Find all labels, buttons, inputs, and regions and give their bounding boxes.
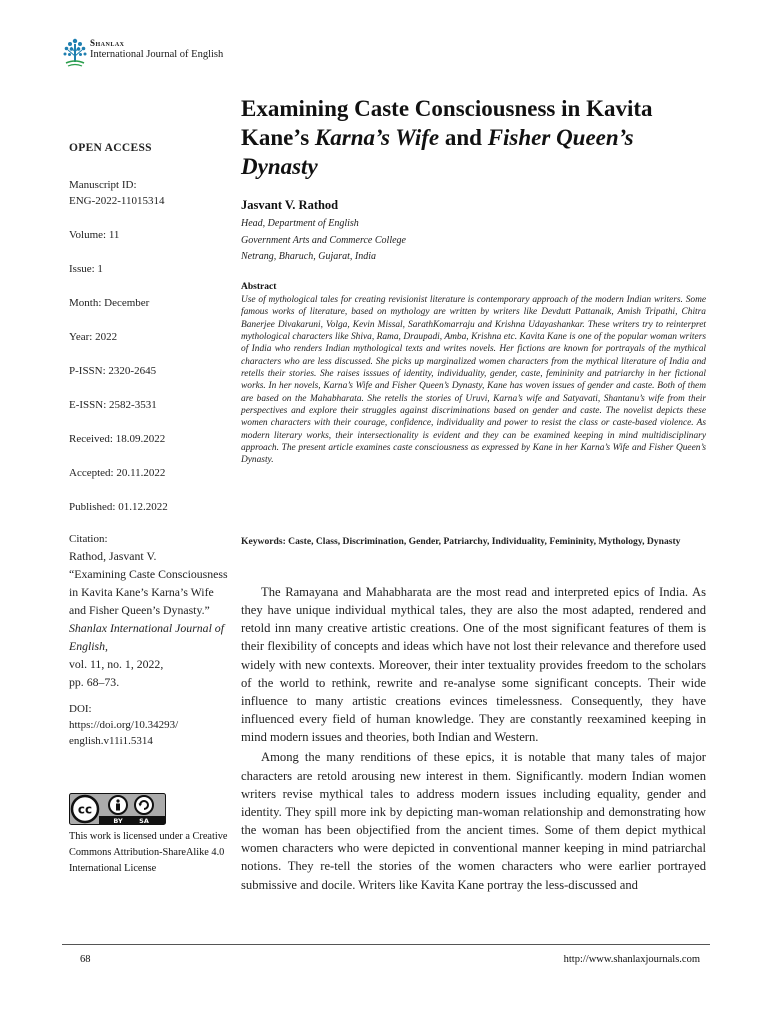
p-issn: P-ISSN: 2320-2645 [69, 365, 157, 377]
author-name: Jasvant V. Rathod [241, 198, 339, 212]
affiliation-line-3: Netrang, Bharuch, Gujarat, India [241, 251, 376, 262]
title-italic-karnas-wife: Karna’s Wife [314, 125, 440, 150]
doi [69, 701, 229, 749]
svg-text:cc: cc [77, 802, 93, 817]
cc-by-label: BY [113, 817, 123, 825]
e-issn: E-ISSN: 2582-3531 [69, 399, 157, 411]
citation-volume: vol. 11, no. 1, 2022, [69, 657, 164, 671]
doi-link-line2: english.v11i1.5314 [69, 735, 153, 747]
month: Month: December [69, 297, 150, 309]
abstract-text: Use of mythological tales for creating revisionist literature is contemporary approach of the modern Indian writers. Some famous works of literature, based on mythology are written by writers like Devdutt Pattanaik, Amish Tripathi, Chitra Banerjee Divakaruni, Volga, Kevin Missal, SarathKomarraju and Krishna Udayashankar. These writers try to reinterpret mythological characters like Shiva, Rama, Draupadi, Amba, Krishna etc. Kavita Kane is one of the popular woman writers of India who renders Indian mythological texts and writes novels. Her fictions are known for portrayals of the mythical characters who are less discussed. She picks up marginalized women characters from the mythical literature of India and retells their stories. She raises isssues of identity, individuality, gender, caste, femininity and patriarchy in her fictional works. In her novels, Karna’s Wife and Fisher Queen’s Dynasty, Kane has woven issues of gender and caste. Both of them are based on the Mahabharata. She retells the stories of Uruvi, Karna’s wife and Satyavati, Shantanu’s wife from their perspectives and explore their struggles against discriminations based on gender and caste. The novelist depicts these women characters with their courage, confidence, individuality and power to resist the class or caste-based violence. As modern literary works, their intersectionality is evident and they can be examined keeping in mind multidisciplinary approach. The present article examines caste consciousness as expressed by Kane in her Karna’s Wife and Fisher Queen’s Dynasty. [241, 295, 706, 466]
citation-journal: Shanlax International Journal of English, [69, 621, 224, 653]
footer-divider [62, 944, 710, 945]
citation-authors: Rathod, Jasvant V. [69, 549, 157, 563]
license-statement: This work is licensed under a Creative Commons Attribution-ShareAlike 4.0 International License [69, 831, 228, 874]
page-number: 68 [80, 954, 91, 965]
title-part-1: Examining Caste Consciousness in Kavita Kane’s [241, 96, 653, 150]
title-italic-fisher-queens-dynasty: Fisher Queen’s Dynasty [241, 125, 634, 179]
citation-title: “Examining Caste Consciousness in Kavita Kane’s Karna’s Wife and Fisher Queen’s Dynasty.” [69, 567, 228, 617]
article-body [241, 583, 706, 894]
received-date: Received: 18.09.2022 [69, 433, 166, 445]
article-metadata-sidebar [69, 140, 229, 749]
abstract-heading: Abstract [241, 282, 277, 292]
manuscript-id-label: Manuscript ID: [69, 179, 137, 191]
brand-name: Shanlax [90, 38, 125, 48]
body-paragraph-2: Among the many renditions of these epics, it is notable that many tales of major characters are retold arousing new interest in them. Significantly. modern Indian women writers revise mythical tales to address modern issues including equality, gender and identity. They spill more ink by depicting man-woman relationship and demonstrating how the woman has been objectified from the ancient times. Some of them depict mythical women characters who were depicted in conventional manner keeping in mind patriarchal notions. They re-tell the stories of the women characters who were earlier portrayed submissive and docile. Writers like Kavita Kane portray the less-discussed and [241, 750, 706, 892]
creative-commons-by-sa-icon[interactable] [69, 793, 166, 825]
manuscript-id-value: ENG-2022-11015314 [69, 195, 165, 207]
year: Year: 2022 [69, 331, 118, 343]
citation [69, 547, 229, 691]
affiliation-line-1: Head, Department of English [241, 218, 359, 229]
open-access-label: OPEN ACCESS [69, 142, 152, 154]
doi-link-line1: https://doi.org/10.34293/ [69, 719, 179, 731]
journal-brand [90, 38, 223, 60]
keywords: Keywords: Caste, Class, Discrimination, Gender, Patriarchy, Individuality, Femininity, Mythology, Dynasty [241, 536, 681, 547]
author-affiliation [241, 216, 406, 266]
affiliation-line-2: Government Arts and Commerce College [241, 234, 406, 246]
manuscript-id [69, 177, 229, 209]
article-title [241, 94, 711, 181]
accepted-date: Accepted: 20.11.2022 [69, 467, 166, 479]
cc-sa-label: SA [139, 817, 149, 825]
citation-label: Citation: [69, 533, 108, 545]
body-paragraph-1: The Ramayana and Mahabharata are the most read and interpreted epics of India. As they have unique individual mythical tales, they are also the most adapted, rendered and retold inn many creative artistic creations. One of the most significant features of them is their flexibility of concepts and ideas which have not lost their relevance and therefore used widely with new contexts. Moreover, their inter textuality provides freedom to the scholars of the world to rethink, rewrite and re-analyse some significant concepts. Their wide influence to many artistic creations evinces timelessness. Consequently, they have influenced every field of human knowledge. They are constantly reexamined keeping in mind modern issues and theories, both Indian and Western. [241, 585, 706, 745]
tree-logo-icon [62, 36, 88, 70]
doi-link[interactable] [69, 717, 229, 749]
doi-label: DOI: [69, 703, 92, 715]
volume: Volume: 11 [69, 229, 120, 241]
journal-website-link[interactable]: http://www.shanlaxjournals.com [563, 954, 700, 965]
title-part-2: and [439, 125, 488, 150]
brand-subtitle: International Journal of English [90, 49, 224, 60]
issue: Issue: 1 [69, 263, 103, 275]
citation-pages: pp. 68–73. [69, 675, 120, 689]
published-date: Published: 01.12.2022 [69, 501, 168, 513]
